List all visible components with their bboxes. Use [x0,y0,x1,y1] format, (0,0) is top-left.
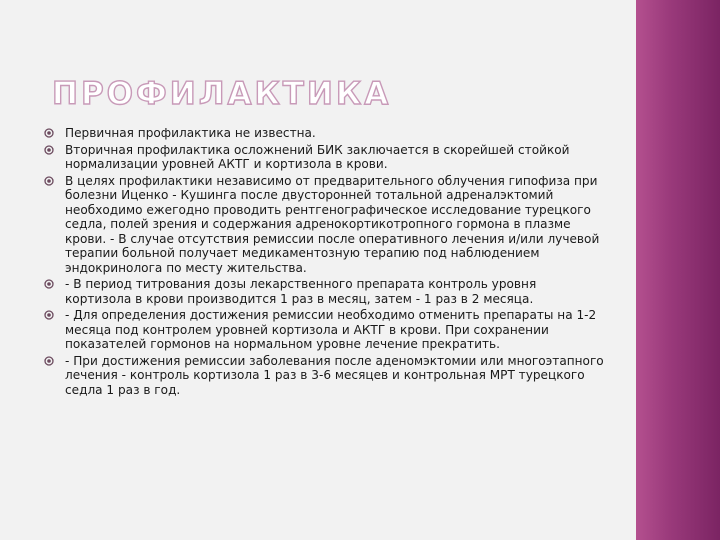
bullet-list [44,126,604,399]
bullet-text: - Для определения достижения ремиссии необходимо отменить препараты на 1-2 месяца под контролем уровней кортизола и АКТГ в крови. При сохранении показателей гормонов на нормальном уровне лечение прекратить. [65,308,597,351]
bullet-text: - При достижения ремиссии заболевания после аденомэктомии или многоэтапного лечения - контроль кортизола 1 раз в 3-6 месяцев и контрольная МРТ турецкого седла 1 раз в год. [65,353,604,397]
list-item [44,354,604,398]
radio-ring-icon [44,279,54,289]
slide-title: ПРОФИЛАКТИКА [52,76,392,112]
bullet-text: Первичная профилактика не известна. [65,126,316,140]
bullet-text: Вторичная профилактика осложнений БИК заключается в скорейшей стойкой нормализации уровней АКТГ и кортизола в крови. [65,142,570,171]
radio-ring-icon [44,145,54,155]
bullet-text: В целях профилактики независимо от предварительного облучения гипофиза при болезни Иценко - Кушинга после двусторонней тотальной адреналэктомий необходимо ежегодно проводить рентгенографическое исследование турецкого седла, полей зрения и содержания адренокортикотропного гормона в плазме крови. - В случае отсутствия ремиссии после оперативного лечения и/или лучевой терапии больной получает медикаментозную терапию под наблюдением эндокринолога по месту жительства. [65,173,600,275]
list-item [44,277,604,306]
list-item [44,308,604,352]
radio-ring-icon [44,356,54,366]
list-item [44,143,604,172]
radio-ring-icon [44,128,54,138]
radio-ring-icon [44,310,54,320]
bullet-text: - В период титрования дозы лекарственного препарата контроль уровня кортизола в крови производится 1 раз в месяц, затем - 1 раз в 2 месяца. [65,277,537,306]
decorative-side-band [636,0,720,540]
list-item [44,126,604,141]
list-item [44,174,604,276]
radio-ring-icon [44,176,54,186]
